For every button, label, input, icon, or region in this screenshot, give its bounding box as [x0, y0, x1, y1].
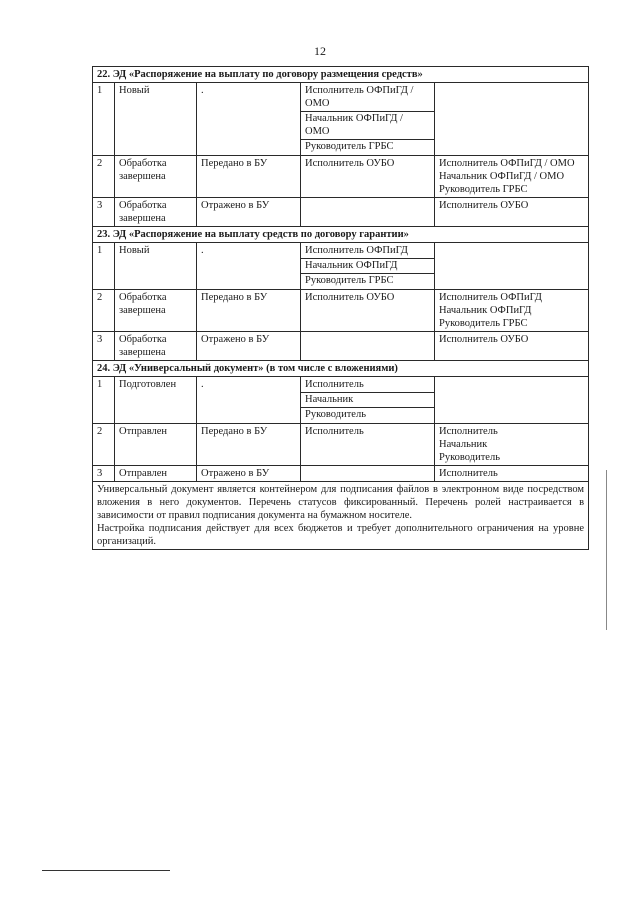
role-item: Исполнитель ОУБО — [305, 158, 395, 169]
status-cell: Отправлен — [115, 466, 197, 482]
roles-from-cell — [301, 377, 435, 424]
note-cell — [93, 482, 589, 550]
note-paragraph: Универсальный документ является контейнером для подписания файлов в электронном виде посредством вложения в него документов. Перечень статусов фиксированный. Перечень ролей настраивается в зависимости от правил подписания документа на бумажном носителе. — [97, 484, 585, 521]
row-number: 3 — [93, 466, 115, 482]
row-number: 1 — [93, 83, 115, 156]
roles-from-cell — [301, 290, 435, 332]
roles-to-cell — [435, 377, 589, 424]
status-cell: Обработка завершена — [115, 198, 197, 227]
role-item: Исполнитель — [439, 426, 498, 437]
roles-from-cell — [301, 198, 435, 227]
section-title: 23. ЭД «Распоряжение на выплату средств по договору гарантии» — [93, 227, 589, 243]
row-number: 2 — [93, 424, 115, 466]
roles-from-cell — [301, 243, 435, 290]
action-cell: Передано в БУ — [197, 156, 301, 198]
section-header-row — [93, 361, 589, 377]
role-item: Начальник ОФПиГД / ОМО — [301, 111, 434, 140]
section-title: 24. ЭД «Универсальный документ» (в том числе с вложениями) — [93, 361, 589, 377]
roles-from-cell — [301, 156, 435, 198]
role-item: Исполнитель ОФПиГД / ОМО — [301, 83, 434, 112]
table-row — [93, 424, 589, 466]
table-row — [93, 83, 589, 156]
role-item: Исполнитель ОУБО — [305, 292, 395, 303]
roles-from-cell — [301, 424, 435, 466]
row-number: 1 — [93, 377, 115, 424]
table-row — [93, 466, 589, 482]
role-item: Руководитель ГРБС — [439, 318, 528, 329]
table-row — [93, 243, 589, 290]
footnote-separator — [42, 870, 170, 871]
role-item: Исполнитель ОФПиГД — [301, 243, 434, 259]
action-cell: . — [197, 377, 301, 424]
roles-to-cell — [435, 83, 589, 156]
section-header-row — [93, 67, 589, 83]
role-item: Исполнитель ОФПиГД — [439, 292, 542, 303]
role-item: Руководитель — [305, 409, 366, 420]
roles-to-cell — [435, 424, 589, 466]
status-cell: Обработка завершена — [115, 156, 197, 198]
status-cell: Подготовлен — [115, 377, 197, 424]
role-item: Начальник — [439, 439, 488, 450]
note-paragraph: Настройка подписания действует для всех бюджетов и требует дополнительного ограничения на уровне организаций. — [97, 523, 585, 547]
role-item: Начальник ОФПиГД — [439, 305, 532, 316]
role-item: Начальник — [301, 392, 434, 408]
roles-to-cell — [435, 156, 589, 198]
roles-to-cell — [435, 466, 589, 482]
table-row — [93, 377, 589, 424]
action-cell: Передано в БУ — [197, 290, 301, 332]
role-item: Исполнитель — [305, 426, 364, 437]
table-row — [93, 332, 589, 361]
role-item: Исполнитель ОУБО — [439, 200, 529, 211]
role-item: Исполнитель ОФПиГД / ОМО — [439, 158, 575, 169]
role-item: Исполнитель — [301, 377, 434, 393]
role-item: Руководитель ГРБС — [305, 141, 394, 152]
status-cell: Обработка завершена — [115, 290, 197, 332]
roles-from-cell — [301, 332, 435, 361]
table-row — [93, 290, 589, 332]
page-number: 12 — [314, 44, 326, 58]
roles-from-cell — [301, 466, 435, 482]
status-cell: Новый — [115, 243, 197, 290]
role-item: Руководитель ГРБС — [439, 184, 528, 195]
role-item: Руководитель ГРБС — [305, 275, 394, 286]
section-title: 22. ЭД «Распоряжение на выплату по договору размещения средств» — [93, 67, 589, 83]
action-cell: Отражено в БУ — [197, 466, 301, 482]
roles-to-cell — [435, 290, 589, 332]
role-item: Начальник ОФПиГД / ОМО — [439, 171, 565, 182]
status-table — [92, 66, 589, 550]
margin-line — [606, 470, 607, 630]
action-cell: Передано в БУ — [197, 424, 301, 466]
role-item: Руководитель — [439, 452, 500, 463]
role-item: Исполнитель ОУБО — [439, 334, 529, 345]
status-cell: Отправлен — [115, 424, 197, 466]
action-cell: . — [197, 83, 301, 156]
row-number: 1 — [93, 243, 115, 290]
section-header-row — [93, 227, 589, 243]
roles-to-cell — [435, 332, 589, 361]
row-number: 2 — [93, 156, 115, 198]
roles-to-cell — [435, 243, 589, 290]
table-row — [93, 156, 589, 198]
status-cell: Новый — [115, 83, 197, 156]
roles-to-cell — [435, 198, 589, 227]
action-cell: Отражено в БУ — [197, 332, 301, 361]
table-row — [93, 198, 589, 227]
roles-from-cell — [301, 83, 435, 156]
row-number: 2 — [93, 290, 115, 332]
action-cell: . — [197, 243, 301, 290]
action-cell: Отражено в БУ — [197, 198, 301, 227]
row-number: 3 — [93, 332, 115, 361]
note-row — [93, 482, 589, 550]
role-item: Исполнитель — [439, 468, 498, 479]
row-number: 3 — [93, 198, 115, 227]
status-cell: Обработка завершена — [115, 332, 197, 361]
role-item: Начальник ОФПиГД — [301, 258, 434, 274]
